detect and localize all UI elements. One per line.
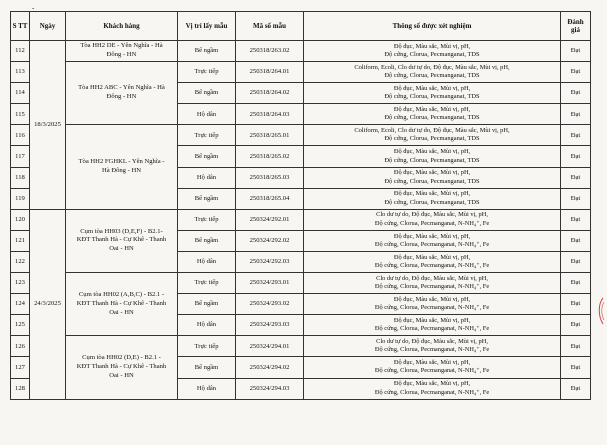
sample-code-cell: 250318/265.04 — [236, 188, 304, 209]
rating-cell: Đạt — [561, 41, 591, 62]
position-cell: Bể ngầm — [178, 188, 236, 209]
params-line: Độ đục, Màu sắc, Mùi vị, pH, — [393, 316, 471, 324]
sample-code-cell: 250324/292.02 — [236, 230, 304, 251]
params-cell — [304, 315, 561, 336]
params-line: Clo dư tự do, Độ đục, Màu sắc, Mùi vị, pH, — [376, 211, 488, 219]
position-cell: Bể ngầm — [178, 146, 236, 167]
params-line: Độ cứng, Clorua, Pecmanganat, N-NH₄⁺, Fe — [374, 240, 490, 248]
stt-cell: 120 — [11, 209, 30, 230]
client-line: Cụm tòa HH02 (D,E) - B2.1 - — [82, 354, 161, 362]
position-cell: Bể ngầm — [178, 41, 236, 62]
client-line: Oai - HN — [109, 308, 134, 316]
table-row — [11, 41, 591, 62]
params-cell — [304, 83, 561, 104]
client-cell — [66, 62, 178, 125]
stt-cell: 126 — [11, 336, 30, 357]
client-line: Oai - HN — [109, 371, 134, 379]
header-position: Vị trí lấy mẫu — [178, 12, 236, 41]
position-cell: Trực tiếp — [178, 62, 236, 83]
params-cell — [304, 273, 561, 294]
rating-cell: Đạt — [561, 104, 591, 125]
params-cell — [304, 294, 561, 315]
header-row — [11, 12, 591, 41]
client-line: Tòa HH2 DE - Yên Nghĩa - Hà — [80, 42, 163, 50]
table-row — [11, 209, 591, 230]
params-cell — [304, 251, 561, 272]
stt-cell: 117 — [11, 146, 30, 167]
params-line: Độ đục, Màu sắc, Mùi vị, pH, — [393, 295, 471, 303]
sample-code-cell: 250324/293.01 — [236, 273, 304, 294]
table-row — [11, 336, 591, 357]
position-cell: Trực tiếp — [178, 125, 236, 146]
params-line: Độ cứng, Clorua, Pecmanganat, TDS — [384, 198, 480, 206]
client-line: Oai - HN — [109, 245, 134, 253]
table-row — [11, 125, 591, 146]
sample-code-cell: 250318/264.03 — [236, 104, 304, 125]
sample-code-cell: 250318/264.02 — [236, 83, 304, 104]
header-rating: Đánh giá — [561, 12, 591, 41]
position-cell: Trực tiếp — [178, 209, 236, 230]
rating-cell: Đạt — [561, 357, 591, 378]
client-cell — [66, 336, 178, 399]
rating-cell: Đạt — [561, 125, 591, 146]
sample-code-cell: 250318/263.02 — [236, 41, 304, 62]
rating-cell: Đạt — [561, 315, 591, 336]
params-line: Độ cứng, Clorua, Pecmanganat, TDS — [384, 93, 480, 101]
table-body — [11, 41, 591, 400]
params-line: Độ cứng, Clorua, Pecmanganat, TDS — [384, 135, 480, 143]
params-line: Độ cứng, Clorua, Pecmanganat, N-NH₄⁺, Fe — [374, 325, 490, 333]
table-row — [11, 62, 591, 83]
params-line: Độ cứng, Clorua, Pecmanganat, N-NH₄⁺, Fe — [374, 219, 490, 227]
client-line: Tòa HH2 FGHKL - Yên Nghĩa - — [78, 158, 165, 166]
params-line: Độ cứng, Clorua, Pecmanganat, N-NH₄⁺, Fe — [374, 283, 490, 291]
margin-stamp-mark — [596, 296, 605, 326]
sample-code-cell: 250324/294.02 — [236, 357, 304, 378]
client-line: KĐT Thanh Hà - Cự Khê - Thanh — [76, 236, 167, 244]
params-line: Độ đục, Màu sắc, Mùi vị, pH, — [393, 84, 471, 92]
params-line: Độ cứng, Clorua, Pecmanganat, N-NH₄⁺, Fe — [374, 367, 490, 375]
stt-cell: 122 — [11, 251, 30, 272]
stt-cell: 113 — [11, 62, 30, 83]
header-date: Ngày — [30, 12, 66, 41]
params-line: Độ cứng, Clorua, Pecmanganat, TDS — [384, 177, 480, 185]
params-cell — [304, 41, 561, 62]
position-cell: Hộ dân — [178, 315, 236, 336]
table-row — [11, 273, 591, 294]
params-line: Độ cứng, Clorua, Pecmanganat, N-NH₄⁺, Fe — [374, 388, 490, 396]
position-cell: Bể ngầm — [178, 83, 236, 104]
sample-code-cell: 250324/292.03 — [236, 251, 304, 272]
sample-code-cell: 250324/294.01 — [236, 336, 304, 357]
params-line: Clo dư tự do, Độ đục, Màu sắc, Mùi vị, pH, — [376, 274, 488, 282]
params-line: Độ cứng, Clorua, Pecmanganat, TDS — [384, 114, 480, 122]
stt-cell: 116 — [11, 125, 30, 146]
params-line: Độ đục, Màu sắc, Mùi vị, pH, — [393, 190, 471, 198]
client-line: Cụm tòa HH03 (D,E,F) - B2.1- — [80, 227, 163, 235]
position-cell: Hộ dân — [178, 251, 236, 272]
position-cell: Hộ dân — [178, 104, 236, 125]
params-cell — [304, 209, 561, 230]
rating-cell: Đạt — [561, 336, 591, 357]
position-cell: Trực tiếp — [178, 273, 236, 294]
params-cell — [304, 146, 561, 167]
client-line: KĐT Thanh Hà - Cự Khê - Thanh — [76, 299, 167, 307]
params-cell — [304, 188, 561, 209]
params-line: Độ đục, Màu sắc, Mùi vị, pH, — [393, 169, 471, 177]
client-line: Cụm tòa HH02 (A,B,C) - B2.1 - — [78, 290, 165, 298]
stt-cell: 128 — [11, 378, 30, 399]
client-cell — [66, 209, 178, 272]
params-line: Độ cứng, Clorua, Pecmanganat, TDS — [384, 72, 480, 80]
client-cell — [66, 125, 178, 209]
rating-cell: Đạt — [561, 273, 591, 294]
stt-cell: 125 — [11, 315, 30, 336]
header-params: Thông số được xét nghiệm — [304, 12, 561, 41]
sample-code-cell: 250318/265.01 — [236, 125, 304, 146]
params-line: Độ cứng, Clorua, Pecmanganat, N-NH₄⁺, Fe — [374, 261, 490, 269]
tick-mark: - — [32, 4, 35, 12]
sample-code-cell: 250318/264.01 — [236, 62, 304, 83]
stt-cell: 112 — [11, 41, 30, 62]
sample-code-cell: 250324/292.01 — [236, 209, 304, 230]
position-cell: Bể ngầm — [178, 230, 236, 251]
params-line: Độ đục, Màu sắc, Mùi vị, pH, — [393, 42, 471, 50]
position-cell: Hộ dân — [178, 167, 236, 188]
params-line: Độ đục, Màu sắc, Mùi vị, pH, — [393, 232, 471, 240]
date-cell: 24/3/2025 — [30, 209, 66, 399]
client-cell — [66, 273, 178, 336]
rating-cell: Đạt — [561, 188, 591, 209]
sample-code-cell: 250324/293.02 — [236, 294, 304, 315]
rating-cell: Đạt — [561, 378, 591, 399]
params-cell — [304, 104, 561, 125]
params-cell — [304, 125, 561, 146]
rating-cell: Đạt — [561, 167, 591, 188]
client-line: KĐT Thanh Hà - Cự Khê - Thanh — [76, 363, 167, 370]
test-results-table — [10, 11, 591, 400]
date-cell: 18/3/2025 — [30, 41, 66, 210]
params-line: Độ đục, Màu sắc, Mùi vị, pH, — [393, 359, 471, 367]
rating-cell: Đạt — [561, 146, 591, 167]
stt-cell: 124 — [11, 294, 30, 315]
params-line: Độ đục, Màu sắc, Mùi vị, pH, — [393, 106, 471, 113]
header-code: Mã số mẫu — [236, 12, 304, 41]
client-line: Đông - HN — [106, 51, 137, 59]
params-cell — [304, 336, 561, 357]
client-line: Tòa HH2 ABC - Yên Nghĩa - Hà — [78, 84, 165, 92]
sample-code-cell: 250324/294.03 — [236, 378, 304, 399]
params-cell — [304, 167, 561, 188]
params-line: Coliform, Ecoli, Clo dư tự do, Độ đục, Màu sắc, Mùi vị, pH, — [354, 63, 510, 71]
params-line: Độ cứng, Clorua, Pecmanganat, TDS — [384, 51, 480, 59]
rating-cell: Đạt — [561, 209, 591, 230]
stt-cell: 114 — [11, 83, 30, 104]
stt-cell: 127 — [11, 357, 30, 378]
params-line: Coliform, Ecoli, Clo dư tự do, Độ đục, Màu sắc, Mùi vị, pH, — [354, 127, 510, 135]
rating-cell: Đạt — [561, 62, 591, 83]
stt-cell: 119 — [11, 188, 30, 209]
params-line: Độ đục, Màu sắc, Mùi vị, pH, — [393, 253, 471, 261]
params-line: Độ cứng, Clorua, Pecmanganat, N-NH₄⁺, Fe — [374, 346, 490, 354]
params-cell — [304, 62, 561, 83]
stt-cell: 115 — [11, 104, 30, 125]
position-cell: Hộ dân — [178, 378, 236, 399]
params-cell — [304, 230, 561, 251]
params-line: Độ cứng, Clorua, Pecmanganat, N-NH₄⁺, Fe — [374, 304, 490, 312]
client-cell — [66, 41, 178, 62]
stt-cell: 118 — [11, 167, 30, 188]
rating-cell: Đạt — [561, 230, 591, 251]
params-line: Clo dư tự do, Độ đục, Màu sắc, Mùi vị, pH, — [376, 338, 488, 346]
params-line: Độ cứng, Clorua, Pecmanganat, TDS — [384, 156, 480, 164]
params-line: Độ đục, Màu sắc, Mùi vị, pH, — [393, 380, 471, 388]
client-line: Hà Đông - HN — [101, 167, 141, 175]
position-cell: Bể ngầm — [178, 357, 236, 378]
header-stt: S TT — [11, 12, 30, 41]
rating-cell: Đạt — [561, 83, 591, 104]
stt-cell: 121 — [11, 230, 30, 251]
rating-cell: Đạt — [561, 294, 591, 315]
params-line: Độ đục, Màu sắc, Mùi vị, pH, — [393, 148, 471, 156]
sample-code-cell: 250318/265.03 — [236, 167, 304, 188]
rating-cell: Đạt — [561, 251, 591, 272]
stt-cell: 123 — [11, 273, 30, 294]
header-client: Khách hàng — [66, 12, 178, 41]
sample-code-cell: 250324/293.03 — [236, 315, 304, 336]
sample-code-cell: 250318/265.02 — [236, 146, 304, 167]
params-cell — [304, 357, 561, 378]
client-line: Đông - HN — [106, 93, 137, 101]
position-cell: Trực tiếp — [178, 336, 236, 357]
position-cell: Bể ngầm — [178, 294, 236, 315]
params-cell — [304, 378, 561, 399]
